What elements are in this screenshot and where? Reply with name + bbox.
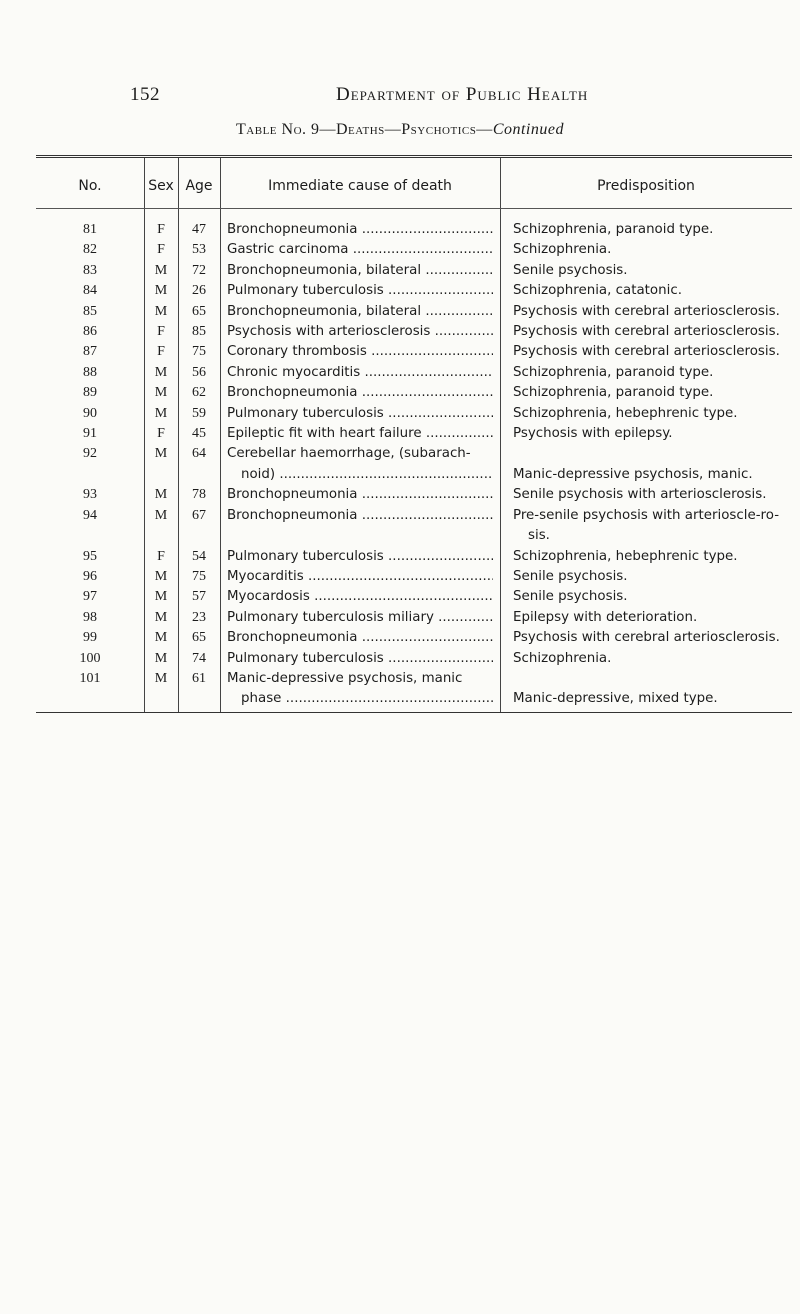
table-row — [36, 283, 792, 303]
cell-age: 45 — [192, 425, 206, 441]
cell-no: 92 — [83, 446, 97, 462]
cell-no: 101 — [79, 671, 101, 687]
cell-cause: Bronchopneumonia, bilateral ..... — [227, 263, 493, 278]
cell-predisposition: Schizophrenia, catatonic. — [513, 283, 682, 299]
table-row — [36, 446, 792, 487]
table-row — [36, 406, 792, 426]
cell-age: 65 — [192, 303, 206, 319]
cell-cause: Pulmonary tuberculosis ..... — [227, 283, 493, 298]
cell-no: 90 — [83, 405, 97, 421]
cell-sex: M — [154, 630, 168, 646]
department-title: Department of Public Health — [336, 84, 589, 105]
cell-predisposition: Psychosis with cerebral arteriosclerosis. — [513, 323, 780, 339]
table-row — [36, 549, 792, 569]
table-header — [36, 158, 792, 209]
table-row — [36, 365, 792, 385]
cell-cause: Epileptic fit with heart failure ..... — [227, 426, 493, 441]
cell-age: 47 — [192, 222, 206, 237]
cell-predisposition: Psychosis with epilepsy. — [513, 425, 673, 441]
cell-cause: Bronchopneumonia ..... — [227, 487, 493, 502]
cell-age: 67 — [192, 507, 206, 523]
table-body — [36, 209, 792, 713]
cell-age: 78 — [192, 487, 206, 503]
cell-sex: M — [154, 385, 168, 401]
header-predisposition: Predisposition — [597, 178, 695, 194]
table-row — [36, 426, 792, 446]
cell-cause: Bronchopneumonia ..... — [227, 222, 493, 237]
table-row — [36, 630, 792, 650]
cell-no: 97 — [83, 589, 97, 605]
cell-sex: F — [157, 323, 165, 339]
table-row — [36, 508, 792, 549]
cell-sex: M — [154, 283, 168, 299]
cell-sex: M — [154, 303, 168, 319]
cell-predisposition: Schizophrenia. — [513, 650, 612, 666]
table-title-continued: Continued — [492, 121, 564, 138]
cell-age: 26 — [192, 283, 206, 299]
table-row — [36, 242, 792, 262]
table-row — [36, 671, 792, 712]
cell-sex: F — [157, 548, 165, 564]
cell-cause: Bronchopneumonia ..... — [227, 508, 493, 523]
cell-sex: M — [154, 569, 168, 585]
cell-predisposition: Schizophrenia, hebephrenic type. — [513, 548, 738, 564]
cell-predisposition: Schizophrenia. — [513, 242, 612, 258]
table-row — [36, 487, 792, 507]
cell-sex: M — [154, 609, 168, 625]
cell-sex: F — [157, 344, 165, 360]
cell-no: 84 — [83, 283, 97, 299]
deaths-table — [36, 155, 792, 713]
table-row — [36, 385, 792, 405]
cell-age: 61 — [192, 671, 206, 687]
cell-age: 54 — [192, 548, 206, 564]
cell-cause: Psychosis with arteriosclerosis ..... — [227, 324, 493, 339]
cell-cause: Pulmonary tuberculosis ..... — [227, 651, 493, 666]
cell-predisposition: Schizophrenia, hebephrenic type. — [513, 405, 738, 421]
cell-cause: Pulmonary tuberculosis ..... — [227, 406, 493, 421]
header-no: No. — [78, 178, 102, 194]
cell-no: 83 — [83, 262, 97, 278]
table-row — [36, 651, 792, 671]
cell-age: 62 — [192, 385, 206, 401]
cell-age: 85 — [192, 323, 206, 339]
cell-age: 64 — [192, 446, 206, 462]
cell-cause-continued: noid) ..... — [241, 467, 493, 482]
cell-age: 53 — [192, 242, 206, 258]
table-row — [36, 324, 792, 344]
cell-age: 23 — [192, 609, 206, 625]
cell-no: 87 — [83, 344, 97, 360]
cell-cause: Coronary thrombosis ..... — [227, 344, 493, 359]
cell-sex: M — [154, 262, 168, 278]
cell-predisposition: Senile psychosis. — [513, 589, 628, 605]
cell-predisposition: Psychosis with cerebral arteriosclerosis. — [513, 303, 780, 319]
cell-predisposition: Manic-depressive psychosis, manic. — [513, 466, 753, 482]
cell-predisposition-continued: sis. — [528, 528, 550, 544]
cell-sex: M — [154, 589, 168, 605]
cell-cause: Manic-depressive psychosis, manic — [227, 671, 463, 687]
cell-cause: Gastric carcinoma ..... — [227, 242, 493, 257]
cell-no: 95 — [83, 548, 97, 564]
cell-age: 72 — [192, 262, 206, 278]
cell-no: 85 — [83, 303, 97, 319]
cell-predisposition: Pre-senile psychosis with arterioscle-ro- — [513, 507, 780, 523]
cell-cause: Myocarditis ..... — [227, 569, 493, 584]
table-row — [36, 304, 792, 324]
cell-no: 96 — [83, 569, 97, 585]
cell-age: 75 — [192, 569, 206, 585]
cell-predisposition: Schizophrenia, paranoid type. — [513, 385, 714, 401]
table-row — [36, 610, 792, 630]
cell-sex: M — [154, 650, 168, 666]
cell-sex: M — [154, 487, 168, 503]
table-row — [36, 344, 792, 364]
cell-age: 65 — [192, 630, 206, 646]
cell-predisposition: Schizophrenia, paranoid type. — [513, 364, 714, 380]
table-title — [0, 121, 800, 139]
cell-sex: M — [154, 446, 168, 462]
cell-no: 98 — [83, 609, 97, 625]
cell-no: 94 — [83, 507, 97, 523]
cell-no: 86 — [83, 323, 97, 339]
cell-predisposition: Schizophrenia, paranoid type. — [513, 222, 714, 237]
table-row — [36, 222, 792, 242]
cell-sex: M — [154, 507, 168, 523]
cell-sex: M — [154, 405, 168, 421]
cell-cause: Myocardosis ..... — [227, 589, 493, 604]
cell-sex: M — [154, 671, 168, 687]
cell-no: 89 — [83, 385, 97, 401]
cell-sex: M — [154, 364, 168, 380]
cell-cause-continued: phase ..... — [241, 691, 493, 706]
cell-cause: Pulmonary tuberculosis ..... — [227, 549, 493, 564]
cell-predisposition: Senile psychosis. — [513, 262, 628, 278]
header-age: Age — [185, 178, 213, 194]
cell-cause: Bronchopneumonia ..... — [227, 630, 493, 645]
table-row — [36, 589, 792, 609]
cell-sex: F — [157, 222, 165, 237]
cell-no: 93 — [83, 487, 97, 503]
page-number: 152 — [130, 84, 160, 105]
cell-age: 74 — [192, 650, 206, 666]
cell-predisposition: Manic-depressive, mixed type. — [513, 691, 718, 707]
cell-predisposition: Senile psychosis. — [513, 569, 628, 585]
cell-cause: Pulmonary tuberculosis miliary ..... — [227, 610, 493, 625]
cell-age: 57 — [192, 589, 206, 605]
table-row — [36, 263, 792, 283]
page-header — [0, 84, 800, 114]
cell-no: 81 — [83, 222, 97, 237]
cell-cause: Cerebellar haemorrhage, (subarach- — [227, 446, 471, 462]
cell-no: 99 — [83, 630, 97, 646]
cell-predisposition: Senile psychosis with arteriosclerosis. — [513, 487, 767, 503]
table-row — [36, 569, 792, 589]
cell-age: 56 — [192, 364, 206, 380]
cell-no: 91 — [83, 425, 97, 441]
cell-age: 75 — [192, 344, 206, 360]
cell-predisposition: Psychosis with cerebral arteriosclerosis. — [513, 630, 780, 646]
cell-cause: Bronchopneumonia, bilateral ..... — [227, 304, 493, 319]
cell-age: 59 — [192, 405, 206, 421]
table-title-main: Table No. 9—Deaths—Psychotics— — [236, 121, 493, 138]
header-cause: Immediate cause of death — [268, 178, 452, 194]
cell-cause: Bronchopneumonia ..... — [227, 385, 493, 400]
cell-no: 88 — [83, 364, 97, 380]
cell-predisposition: Epilepsy with deterioration. — [513, 609, 698, 625]
cell-predisposition: Psychosis with cerebral arteriosclerosis. — [513, 344, 780, 360]
header-sex: Sex — [148, 178, 174, 194]
cell-cause: Chronic myocarditis ..... — [227, 365, 493, 380]
cell-no: 100 — [79, 650, 101, 666]
cell-sex: F — [157, 242, 165, 258]
cell-sex: F — [157, 425, 165, 441]
cell-no: 82 — [83, 242, 97, 258]
